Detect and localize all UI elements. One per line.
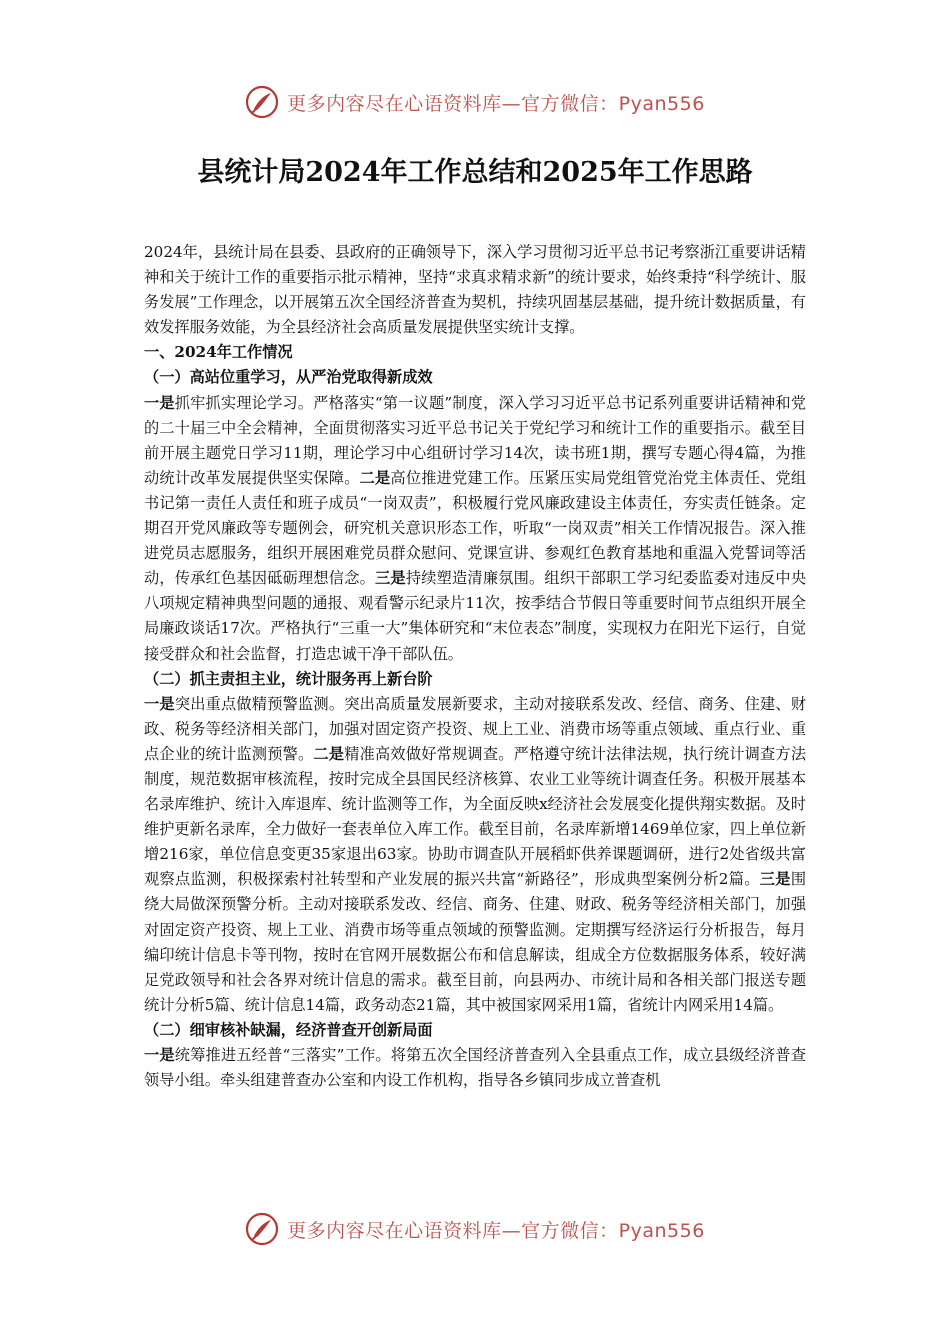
body-paragraph: 一是突出重点做精预警监测。突出高质量发展新要求，主动对接联系发改、经信、商务、住建、财政、税务等经济相关部门，加强对固定资产投资、规上工业、消费市场等重点领域、重点行业、重点企业的统计监测预警。二是精准高效做好常规调查。严格遵守统计法律法规，执行统计调查方法制度，规范数据审核流程，按时完成全县国民经济核算、农业工业等统计调查任务。积极开展基本名录库维护、统计入库退库、统计监测等工作，为全面反映x经济社会发展变化提供翔实数据。及时维护更新名录库，全力做好一套表单位入库工作。截至目前，名录库新增1469单位家，四上单位新增216家，单位信息变更35家退出63家。协助市调查队开展稻虾供养课题调研，进行2处省级共富观察点监测，积极探索村社转型和产业发展的振兴共富“新路径”，形成典型案例分析2篇。三是围绕大局做深预警分析。主动对接联系发改、经信、商务、住建、财政、税务等经济相关部门，加强对固定资产投资、规上工业、消费市场等重点领域的预警监测。定期撰写经济运行分析报告，每月编印统计信息卡等刊物，按时在官网开展数据公布和信息解读，组成全方位数据服务体系，较好满足党政领导和社会各界对统计信息的需求。截至目前，向县两办、市统计局和各相关部门报送专题统计分析5篇、统计信息14篇，政务动态21篇，其中被国家网采用1篇，省统计内网采用14篇。 (144, 694, 807, 1014)
point-marker: 一是 (144, 393, 175, 412)
section-heading: 一、2024年工作情况 (144, 343, 293, 362)
point-marker: 一是 (144, 694, 175, 713)
watermark-text: 更多内容尽在心语资料库—官方微信：Pyan556 (287, 1219, 705, 1242)
subsection-heading: （二）细审核补缺漏，经济普查开创新局面 (144, 1020, 433, 1039)
point-marker: 一是 (144, 1046, 175, 1064)
watermark-text: 更多内容尽在心语资料库—官方微信：Pyan556 (287, 92, 705, 115)
watermark-banner-top (0, 82, 950, 122)
watermark-banner-bottom (0, 1209, 950, 1249)
body-paragraph: 一是统筹推进五经普“三落实”工作。将第五次全国经济普查列入全县重点工作，成立县级经济普查领导小组。牵头组建普查办公室和内设工作机构，指导各乡镇同步成立普查机 (144, 1046, 807, 1090)
document-body (144, 240, 806, 1093)
document-title: 县统计局2024年工作总结和2025年工作思路 (197, 157, 753, 188)
point-marker: 三是 (375, 569, 406, 588)
quill-logo-icon (245, 1212, 279, 1246)
point-marker: 二是 (359, 468, 391, 487)
quill-logo-icon (245, 85, 279, 119)
subsection-heading: （一）高站位重学习，从严治党取得新成效 (144, 368, 433, 387)
subsection-heading: （二）抓主责担主业，统计服务再上新台阶 (144, 669, 433, 688)
body-paragraph: 一是抓牢抓实理论学习。严格落实“第一议题”制度，深入学习习近平总书记系列重要讲话精神和党的二十届三中全会精神，全面贯彻落实习近平总书记关于党纪学习和统计工作的重要指示。截至目前开展主题党日学习11期，理论学习中心组研讨学习14次，读书班1期，撰写专题心得4篇，为推动统计改革发展提供坚实保障。二是高位推进党建工作。压紧压实局党组管党治党主体责任、党组书记第一责任人责任和班子成员“一岗双责”，积极履行党风廉政建设主体责任，夯实责任链条。定期召开党风廉政等专题例会，研究机关意识形态工作，听取“一岗双责”相关工作情况报告。深入推进党员志愿服务，组织开展困难党员群众慰问、党课宣讲、参观红色教育基地和重温入党誓词等活动，传承红色基因砥砺理想信念。三是持续塑造清廉氛围。组织干部职工学习纪委监委对违反中央八项规定精神典型问题的通报、观看警示纪录片11次，按季结合节假日等重要时间节点组织开展全局廉政谈话17次。严格执行“三重一大”集体研究和“末位表态”制度，实现权力在阳光下运行，自觉接受群众和社会监督，打造忠诚干净干部队伍。 (144, 393, 807, 663)
point-marker: 三是 (759, 870, 791, 889)
point-marker: 二是 (313, 744, 345, 763)
intro-paragraph: 2024年，县统计局在县委、县政府的正确领导下，深入学习贯彻习近平总书记考察浙江重要讲话精神和关于统计工作的重要指示批示精神，坚持“求真求精求新”的统计要求，始终秉持“科学统计、服务发展”工作理念，以开展第五次全国经济普查为契机，持续巩固基层基础，提升统计数据质量，有效发挥服务效能，为全县经济社会高质量发展提供坚实统计支撑。 (144, 243, 806, 337)
